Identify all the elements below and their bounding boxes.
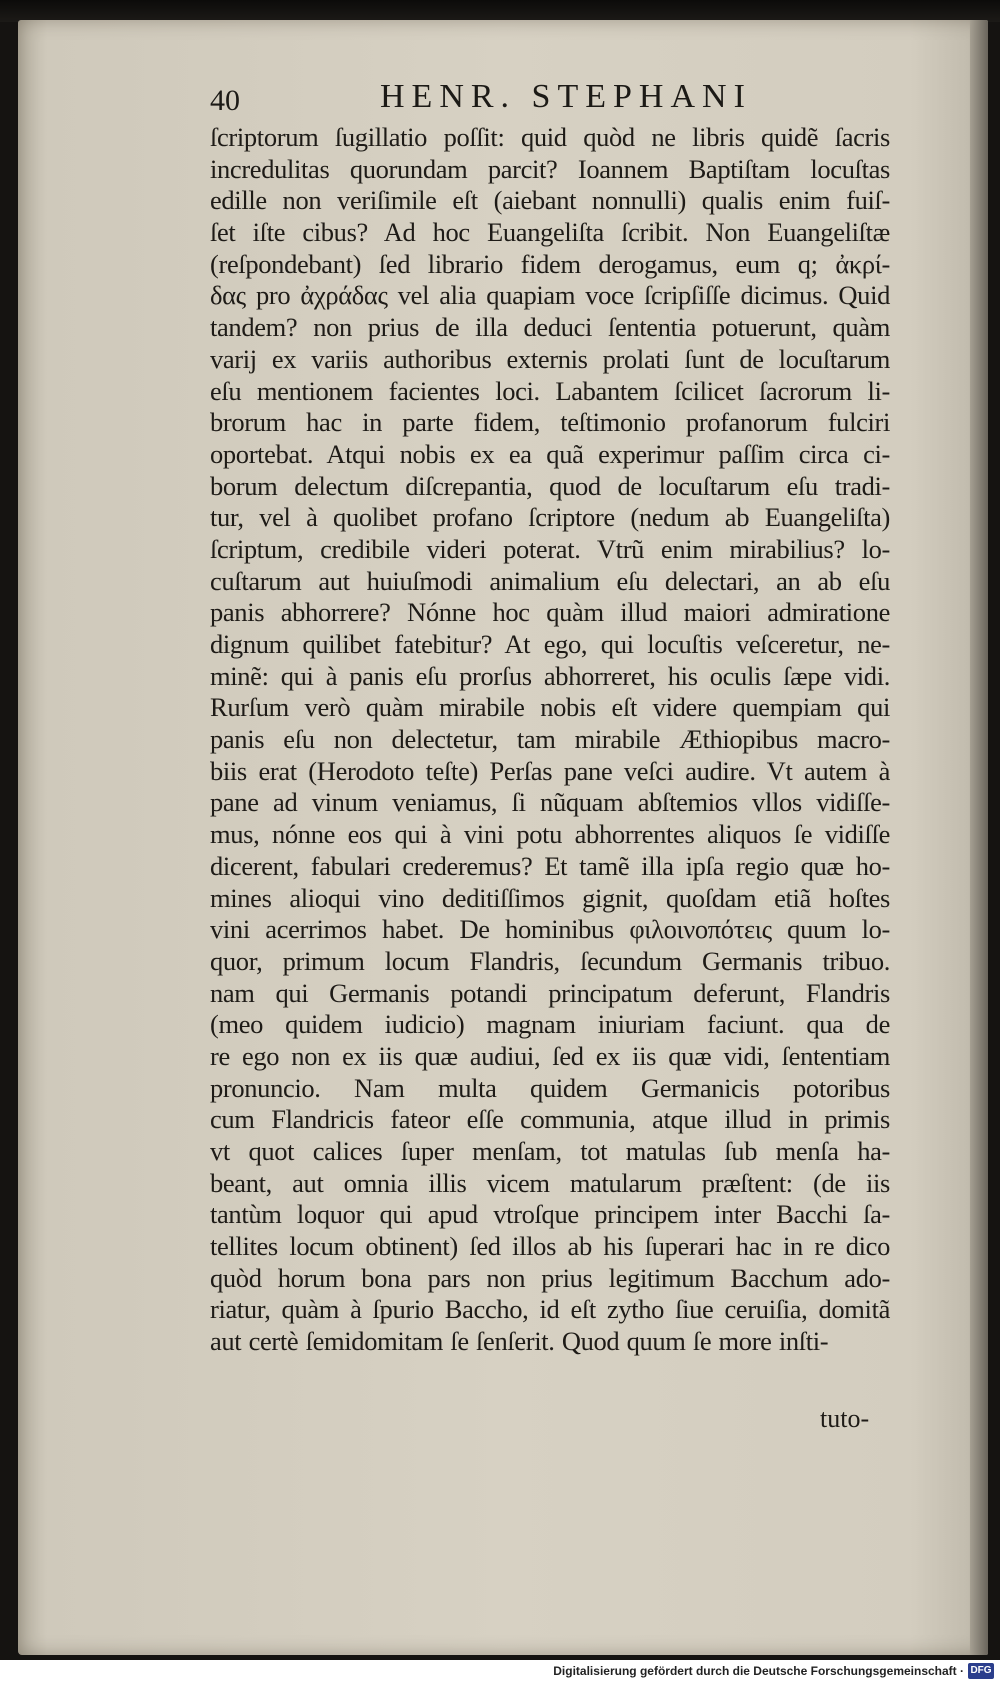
text-line: oportebat. Atqui nobis ex ea quã experimur paſſim circa ci- (210, 438, 890, 469)
text-line: dignum quilibet fatebitur? At ego, qui locuſtis veſceretur, ne- (210, 629, 890, 659)
text-line: edille non veriſimile eſt (aiebant nonnulli) qualis enim fuiſ- (210, 185, 890, 216)
footer-bar (0, 1660, 1000, 1684)
text-line: biis erat (Herodoto teſte) Perſas pane veſci audire. Vt autem à (210, 755, 890, 786)
text-line: varij ex variis authoribus externis prolati ſunt de locuſtarum (210, 343, 890, 374)
text-line: incredulitas quorundam parcit? Ioannem Baptiſtam locuſtas (210, 153, 890, 184)
page-header (210, 78, 960, 124)
text-line: δας pro ἀχράδας vel alia quapiam voce ſcripſiſſe dicimus. Quid (210, 280, 890, 311)
text-line: borum delectum diſcrepantia, quod de locuſtarum eſu tradi- (210, 470, 890, 501)
text-line: pronuncio. Nam multa quidem Germanicis potoribus (210, 1072, 890, 1103)
text-line: tur, vel à quolibet profano ſcriptore (nedum ab Euangeliſta) (210, 502, 890, 533)
body-text (210, 122, 890, 1358)
text-line: ſcriptorum ſugillatio poſſit: quid quòd ne libris quidẽ ſacris (210, 122, 890, 152)
text-line: mus, nónne eos qui à vini potu abhorrentes aliquos ſe vidiſſe (210, 819, 890, 850)
text-line: (reſpondebant) ſed librario fidem derogamus, eum q; ἀκρί- (210, 248, 890, 279)
top-dark-edge (0, 0, 1000, 22)
catchword: tuto- (820, 1404, 870, 1433)
text-line: cum Flandricis fateor eſſe communia, atque illud in primis (210, 1104, 890, 1135)
page-number: 40 (210, 84, 240, 117)
text-line: minẽ: qui à panis eſu prorſus abhorreret, his oculis ſæpe vidi. (210, 660, 890, 691)
text-line: tellites locum obtinent) ſed illos ab his ſuperari hac in re dico (210, 1231, 890, 1262)
text-line: aut certè ſemidomitam ſe ſenſerit. Quod quum ſe more inſti- (210, 1326, 829, 1357)
text-line: panis abhorrere? Nónne hoc quàm illud maiori admiratione (210, 597, 890, 628)
text-line: ſet iſte cibus? Ad hoc Euangeliſta ſcribit. Non Euangeliſtæ (210, 217, 890, 248)
text-line: vt quot calices ſuper menſam, tot matulas ſub menſa ha- (210, 1136, 890, 1166)
page-gutter-shadow (970, 20, 988, 1655)
text-line: panis eſu non delectetur, tam mirabile Æthiopibus macro- (210, 724, 890, 755)
text-line: eſu mentionem facientes loci. Labantem ſcilicet ſacrorum li- (210, 375, 890, 406)
text-line: quor, primum locum Flandris, ſecundum Germanis tribuo. (210, 945, 890, 976)
text-line: brorum hac in parte fidem, teſtimonio profanorum fulciri (210, 407, 890, 438)
footer-credit: Digitalisierung gefördert durch die Deutsche Forschungsgemeinschaft · (553, 1664, 964, 1678)
text-line: vini acerrimos habet. De hominibus φιλοινοπότεις quum lo- (210, 914, 890, 945)
dfg-logo: DFG (968, 1663, 994, 1679)
text-line: cuſtarum aut huiuſmodi animalium eſu delectari, an ab eſu (210, 565, 890, 596)
text-line: tandem? non prius de illa deduci ſententia potuerunt, quàm (210, 312, 890, 343)
text-line: ſcriptum, credibile videri poterat. Vtrũ enim mirabilius? lo- (210, 533, 890, 564)
text-line: dicerent, fabulari crederemus? Et tamẽ illa ipſa regio quæ ho- (210, 850, 890, 881)
text-line: mines alioqui vino deditiſſimos gignit, quoſdam etiã hoſtes (210, 882, 890, 913)
text-line: tantùm loquor qui apud vtroſque principem inter Bacchi ſa- (210, 1199, 890, 1230)
text-line: riatur, quàm à ſpurio Baccho, id eſt zytho ſiue ceruiſia, domitã (210, 1294, 890, 1325)
text-line: re ego non ex iis quæ audiui, ſed ex iis quæ vidi, ſententiam (210, 1040, 890, 1071)
text-line: pane ad vinum veniamus, ſi nũquam abſtemios vllos vidiſſe- (210, 787, 890, 818)
text-line: beant, aut omnia illis vicem matularum præſtent: (de iis (210, 1167, 890, 1198)
text-line: (meo quidem iudicio) magnam iniuriam faciunt. qua de (210, 1009, 890, 1040)
text-line: quòd horum bona pars non prius legitimum Bacchum ado- (210, 1262, 890, 1293)
text-line: Rurſum verò quàm mirabile nobis eſt videre quempiam qui (210, 692, 890, 723)
text-line: nam qui Germanis potandi principatum deferunt, Flandris (210, 977, 890, 1008)
running-title: HENR. STEPHANI (380, 78, 752, 115)
